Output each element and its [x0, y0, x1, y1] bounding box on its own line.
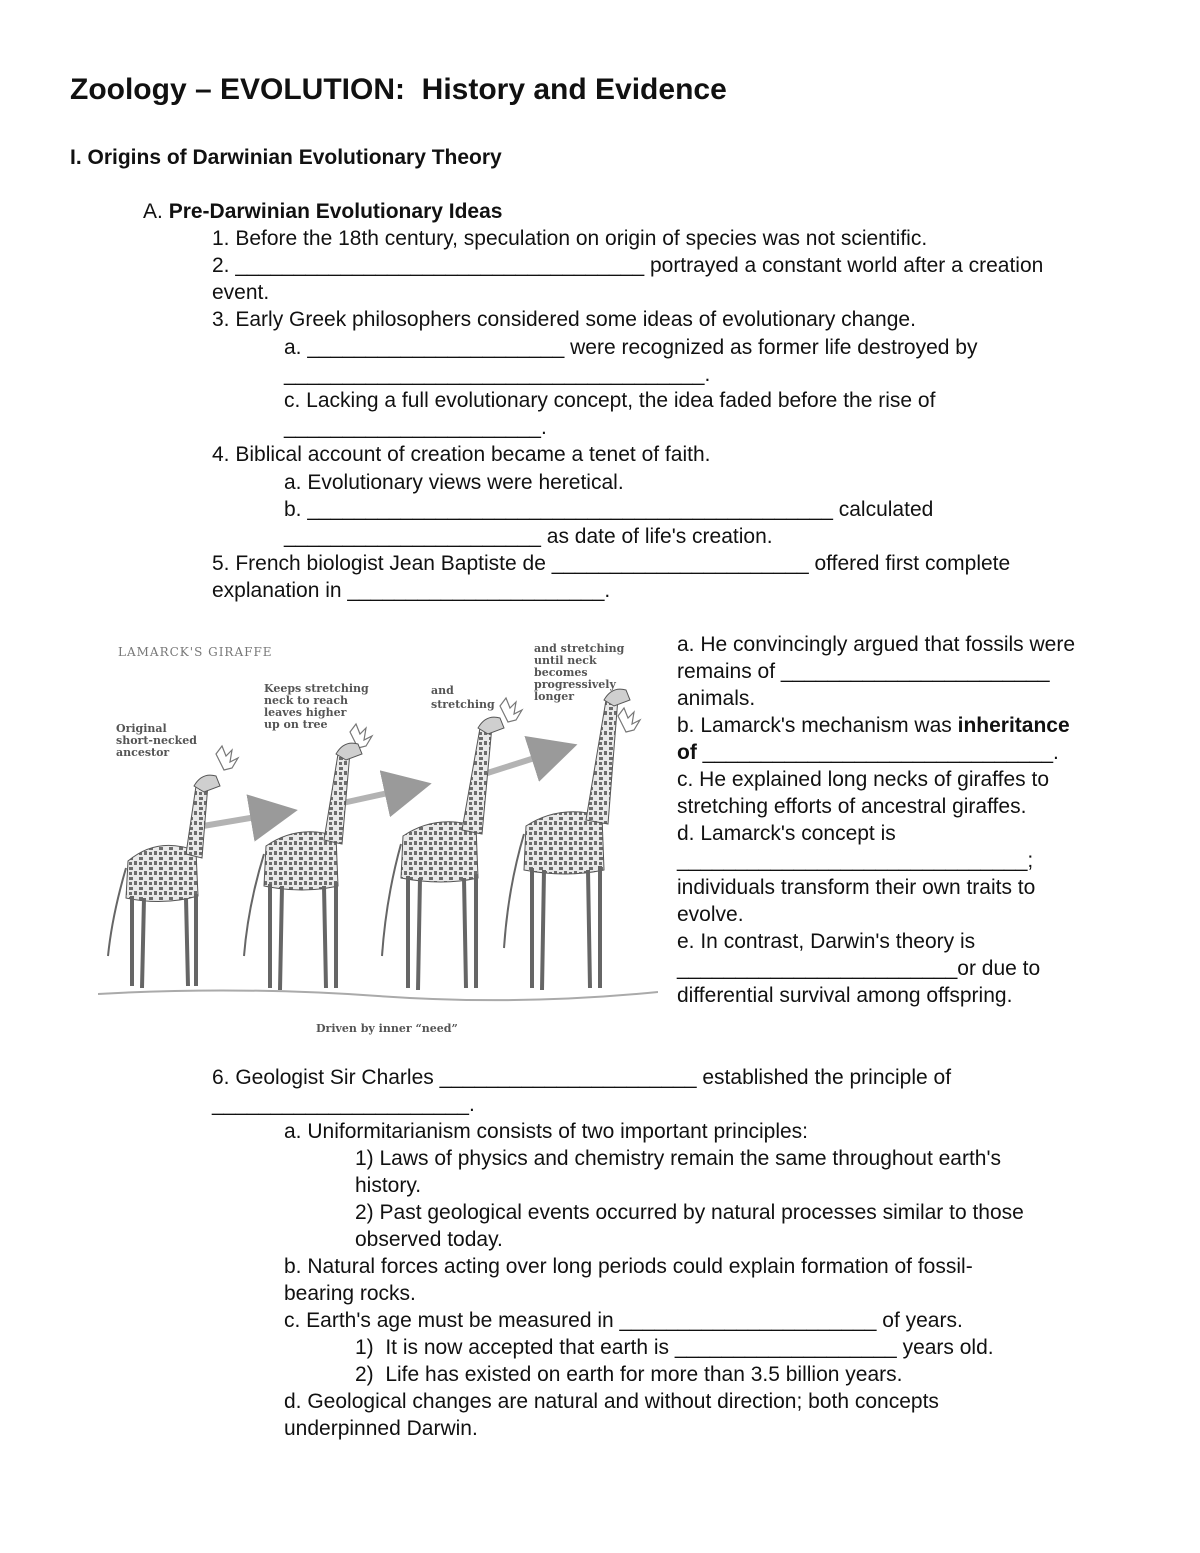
- caption-keeps-3: leaves higher: [264, 706, 347, 719]
- caption-keeps-1: Keeps stretching: [264, 682, 369, 695]
- foliage-3: [500, 698, 522, 722]
- item-6a-2-cont: observed today.: [355, 1228, 503, 1251]
- lamarck-point-b-blank: ______________________________.: [696, 741, 1059, 764]
- document-title: Zoology – EVOLUTION: History and Evidence: [70, 73, 727, 106]
- subsection-heading: [143, 199, 502, 225]
- arrow-2-icon: [338, 786, 420, 804]
- giraffe-1-icon: [108, 775, 220, 988]
- lamarck-point-e-cont-1: ________________________or due to: [677, 957, 1041, 980]
- figure-bottom-caption: Driven by inner “need”: [316, 1022, 458, 1035]
- arrow-1-icon: [203, 812, 286, 826]
- item-6b: b. Natural forces acting over long periods could explain formation of fossil-: [284, 1255, 973, 1278]
- figure-title: LAMARCK'S GIRAFFE: [118, 645, 273, 659]
- section-heading: I. Origins of Darwinian Evolutionary Theory: [70, 146, 502, 169]
- item-4b-cont: ______________________ as date of life's creation.: [284, 525, 773, 548]
- lamarck-point-b: [677, 713, 1070, 739]
- lamarck-point-b-text: b. Lamarck's mechanism was: [677, 714, 958, 737]
- item-6a-1-cont: history.: [355, 1174, 422, 1197]
- caption-and-1: and: [431, 684, 454, 697]
- lamarck-point-b-bold: inheritance: [957, 714, 1070, 737]
- arrow-3-icon: [478, 748, 566, 776]
- lamarck-point-c: c. He explained long necks of giraffes to: [677, 768, 1050, 791]
- item-4: 4. Biblical account of creation became a tenet of faith.: [212, 443, 711, 466]
- lamarck-point-a-cont-2: animals.: [677, 687, 756, 710]
- giraffe-3-icon: [382, 717, 504, 990]
- caption-original-3: ancestor: [116, 746, 170, 759]
- item-6a: a. Uniformitarianism consists of two important principles:: [284, 1120, 809, 1143]
- item-6d-cont: underpinned Darwin.: [284, 1417, 478, 1440]
- caption-original-2: short-necked: [116, 734, 197, 747]
- item-3a: a. ______________________ were recognized as former life destroyed by: [284, 336, 978, 359]
- lamarck-point-e-cont-2: differential survival among offspring.: [677, 984, 1013, 1007]
- item-3c-cont: ______________________.: [284, 416, 547, 439]
- caption-until-2: until neck: [534, 654, 597, 667]
- foliage-4: [618, 708, 640, 732]
- item-5-cont: explanation in ______________________.: [212, 579, 611, 602]
- lamarck-point-c-cont: stretching efforts of ancestral giraffes.: [677, 795, 1027, 818]
- item-6d: d. Geological changes are natural and without direction; both concepts: [284, 1390, 939, 1413]
- item-6c-2: 2) Life has existed on earth for more than 3.5 billion years.: [355, 1363, 903, 1386]
- item-2: 2. ___________________________________ portrayed a constant world after a creation: [212, 254, 1044, 277]
- lamarck-point-a-cont-1: remains of _______________________: [677, 660, 1050, 683]
- item-6c: c. Earth's age must be measured in ______________________ of years.: [284, 1309, 963, 1332]
- lamarck-point-a: a. He convincingly argued that fossils were: [677, 633, 1076, 656]
- caption-until-5: longer: [534, 690, 574, 703]
- item-6-cont: ______________________.: [212, 1093, 475, 1116]
- lamarck-point-e: e. In contrast, Darwin's theory is: [677, 930, 976, 953]
- caption-until-1: and stretching: [534, 642, 625, 655]
- caption-until-4: progressively: [534, 678, 616, 691]
- item-5: 5. French biologist Jean Baptiste de ______________________ offered first complete: [212, 552, 1011, 575]
- item-4b: b. _____________________________________________ calculated: [284, 498, 934, 521]
- subsection-prefix: A.: [143, 200, 169, 223]
- caption-original-1: Original: [116, 722, 167, 735]
- lamarck-point-d-cont-1: ______________________________;: [677, 849, 1034, 872]
- item-6c-1: 1) It is now accepted that earth is ___________________ years old.: [355, 1336, 994, 1359]
- lamarck-point-d-cont-3: evolve.: [677, 903, 744, 926]
- caption-keeps-4: up on tree: [264, 718, 328, 731]
- item-6a-2: 2) Past geological events occurred by natural processes similar to those: [355, 1201, 1024, 1224]
- item-4a: a. Evolutionary views were heretical.: [284, 471, 624, 494]
- caption-keeps-2: neck to reach: [264, 694, 349, 707]
- ground-line: [98, 990, 658, 1000]
- item-3: 3. Early Greek philosophers considered some ideas of evolutionary change.: [212, 308, 916, 331]
- lamarck-point-d: d. Lamarck's concept is: [677, 822, 896, 845]
- caption-until-3: becomes: [534, 666, 588, 679]
- caption-and-2: stretching: [431, 698, 495, 711]
- item-6: 6. Geologist Sir Charles ______________________ established the principle of: [212, 1066, 952, 1089]
- item-3a-cont: ____________________________________.: [284, 363, 711, 386]
- item-1: 1. Before the 18th century, speculation on origin of species was not scientific.: [212, 227, 928, 250]
- lamarck-point-b-of: of: [677, 741, 697, 764]
- subsection-title: Pre-Darwinian Evolutionary Ideas: [168, 200, 503, 223]
- lamarck-point-b-cont: [677, 740, 1059, 766]
- giraffe-4-icon: [504, 689, 630, 990]
- item-3c: c. Lacking a full evolutionary concept, the idea faded before the rise of: [284, 389, 936, 412]
- giraffe-2-icon: [244, 743, 362, 990]
- lamarck-giraffe-figure: [98, 636, 658, 1036]
- item-6a-1: 1) Laws of physics and chemistry remain the same throughout earth's: [355, 1147, 1001, 1170]
- foliage-1: [216, 746, 238, 770]
- item-6b-cont: bearing rocks.: [284, 1282, 416, 1305]
- item-2-cont: event.: [212, 281, 270, 304]
- lamarck-point-d-cont-2: individuals transform their own traits to: [677, 876, 1036, 899]
